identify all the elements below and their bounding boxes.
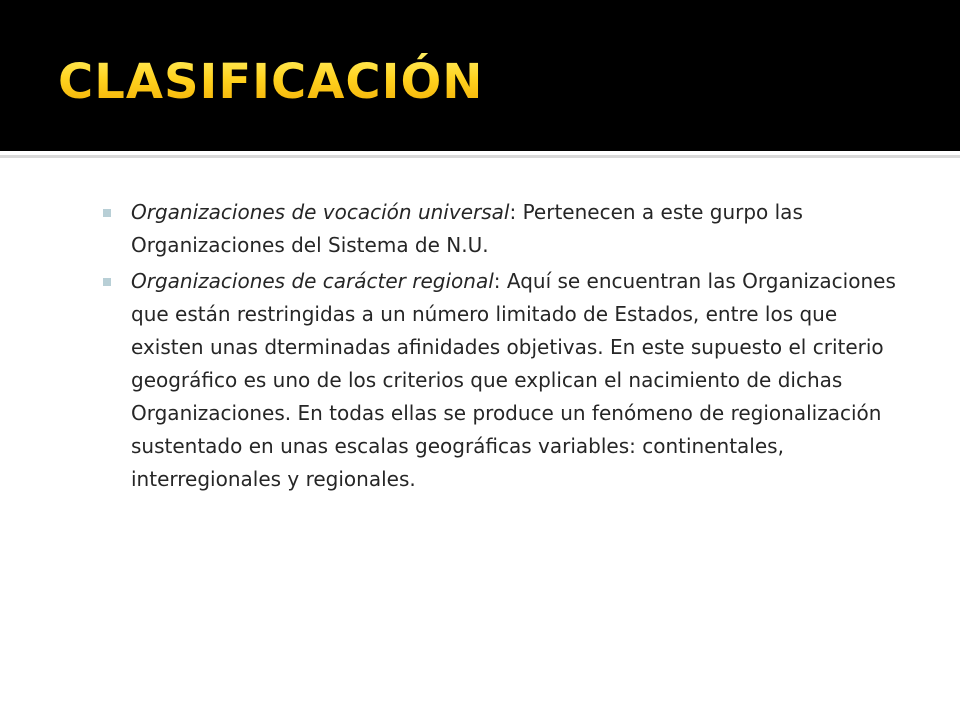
bullet-item [100, 265, 900, 496]
bullet-list [100, 196, 900, 499]
bullet-term: Organizaciones de carácter regional [131, 269, 494, 293]
square-bullet-icon [103, 209, 111, 217]
bullet-text: : Aquí se encuentran las Organizaciones que están restringidas a un número limitado de Estados, entre los que existen unas dterminadas afinidades objetivas. En este supuesto el criterio geográfico es uno de los criterios que explican el nacimiento de dichas Organizaciones. En todas ellas se produce un fenómeno de regionalización sustentado en unas escalas geográficas variables: continentales, interregionales y regionales. [131, 269, 896, 491]
square-bullet-icon [103, 278, 111, 286]
bullet-term: Organizaciones de vocación universal [131, 200, 510, 224]
slide-title: CLASIFICACIÓN [58, 50, 483, 114]
title-divider-shadow [0, 155, 960, 158]
bullet-text: : Pertenecen a este gurpo las Organizaciones del Sistema de N.U. [131, 200, 803, 257]
bullet-item [100, 196, 900, 262]
title-bar [0, 0, 960, 151]
